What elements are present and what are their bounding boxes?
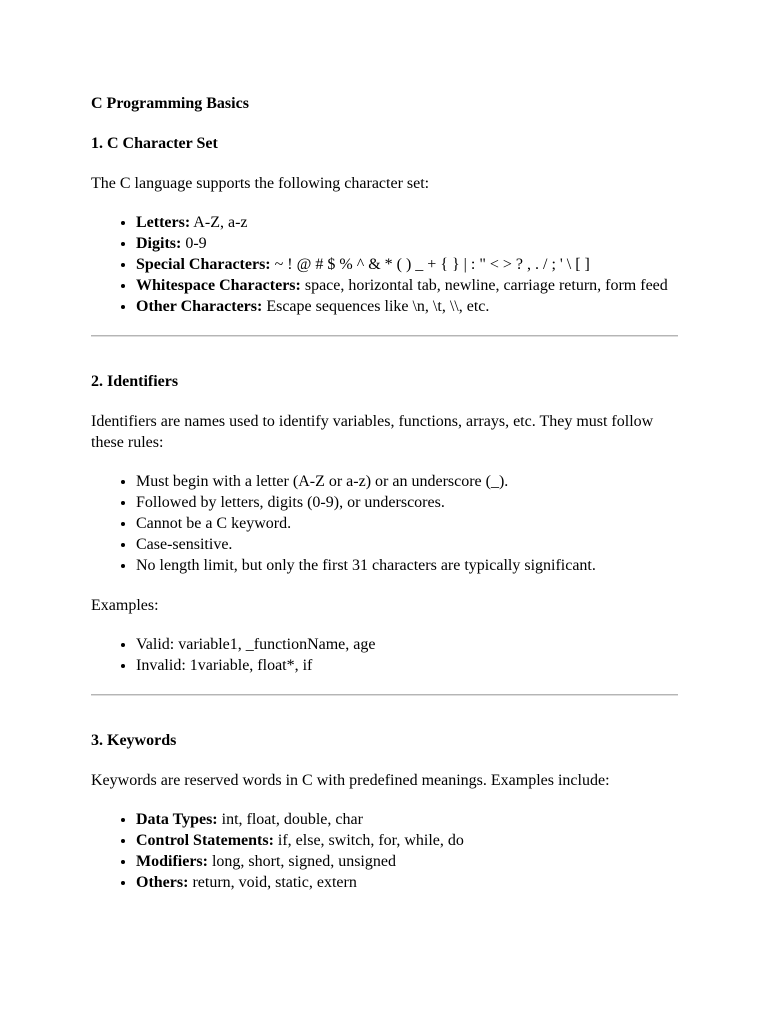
item-label: Digits: bbox=[136, 235, 182, 252]
item-text: ~ ! @ # $ % ^ & * ( ) _ + { } | : " < > ? , . / ; ' \ [ ] bbox=[270, 256, 590, 273]
keywords-list bbox=[91, 809, 678, 893]
item-text: space, horizontal tab, newline, carriage return, form feed bbox=[300, 277, 668, 294]
item-label: Whitespace Characters: bbox=[136, 277, 301, 294]
section-intro: The C language supports the following character set: bbox=[91, 175, 430, 192]
list-item: • Valid: variable1, _functionName, age bbox=[136, 634, 678, 655]
list-item bbox=[136, 233, 678, 254]
list-item: • Cannot be a C keyword. bbox=[136, 513, 678, 534]
section-intro: Keywords are reserved words in C with predefined meanings. Examples include: bbox=[91, 772, 610, 789]
item-text: Escape sequences like \n, \t, \\, etc. bbox=[262, 298, 490, 315]
item-text: A-Z, a-z bbox=[190, 214, 248, 231]
section-heading-keywords: 3. Keywords bbox=[91, 732, 177, 749]
list-item bbox=[136, 809, 678, 830]
list-item: • Case-sensitive. bbox=[136, 534, 678, 555]
list-item bbox=[136, 296, 678, 317]
item-label: Other Characters: bbox=[136, 298, 263, 315]
list-item: • Must begin with a letter (A-Z or a-z) or an underscore (_). bbox=[136, 471, 678, 492]
list-item: • Followed by letters, digits (0-9), or underscores. bbox=[136, 492, 678, 513]
document-content bbox=[91, 93, 678, 893]
document-title: C Programming Basics bbox=[91, 95, 249, 112]
item-text: 0-9 bbox=[181, 235, 207, 252]
list-item bbox=[136, 275, 678, 296]
list-item bbox=[136, 830, 678, 851]
item-text: int, float, double, char bbox=[217, 811, 363, 828]
identifier-examples-list bbox=[91, 634, 678, 676]
list-item bbox=[136, 851, 678, 872]
character-set-list bbox=[91, 212, 678, 317]
list-item bbox=[136, 254, 678, 275]
item-label: Control Statements: bbox=[136, 832, 274, 849]
list-item bbox=[136, 872, 678, 893]
section-heading-identifiers: 2. Identifiers bbox=[91, 373, 179, 390]
section-divider bbox=[91, 694, 678, 696]
section-intro: Identifiers are names used to identify variables, functions, arrays, etc. They must follow these rules: bbox=[91, 413, 654, 451]
item-label: Modifiers: bbox=[136, 853, 208, 870]
section-heading-character-set: 1. C Character Set bbox=[91, 135, 218, 152]
list-item: • Invalid: 1variable, float*, if bbox=[136, 655, 678, 676]
item-label: Data Types: bbox=[136, 811, 218, 828]
item-text: if, else, switch, for, while, do bbox=[273, 832, 464, 849]
list-item bbox=[136, 212, 678, 233]
item-text: long, short, signed, unsigned bbox=[207, 853, 396, 870]
item-text: return, void, static, extern bbox=[188, 874, 357, 891]
list-item: • No length limit, but only the first 31 characters are typically significant. bbox=[136, 555, 678, 576]
section-divider bbox=[91, 335, 678, 337]
item-label: Others: bbox=[136, 874, 189, 891]
item-label: Letters: bbox=[136, 214, 191, 231]
identifier-rules-list bbox=[91, 471, 678, 576]
examples-label: Examples: bbox=[91, 597, 159, 614]
item-label: Special Characters: bbox=[136, 256, 271, 273]
